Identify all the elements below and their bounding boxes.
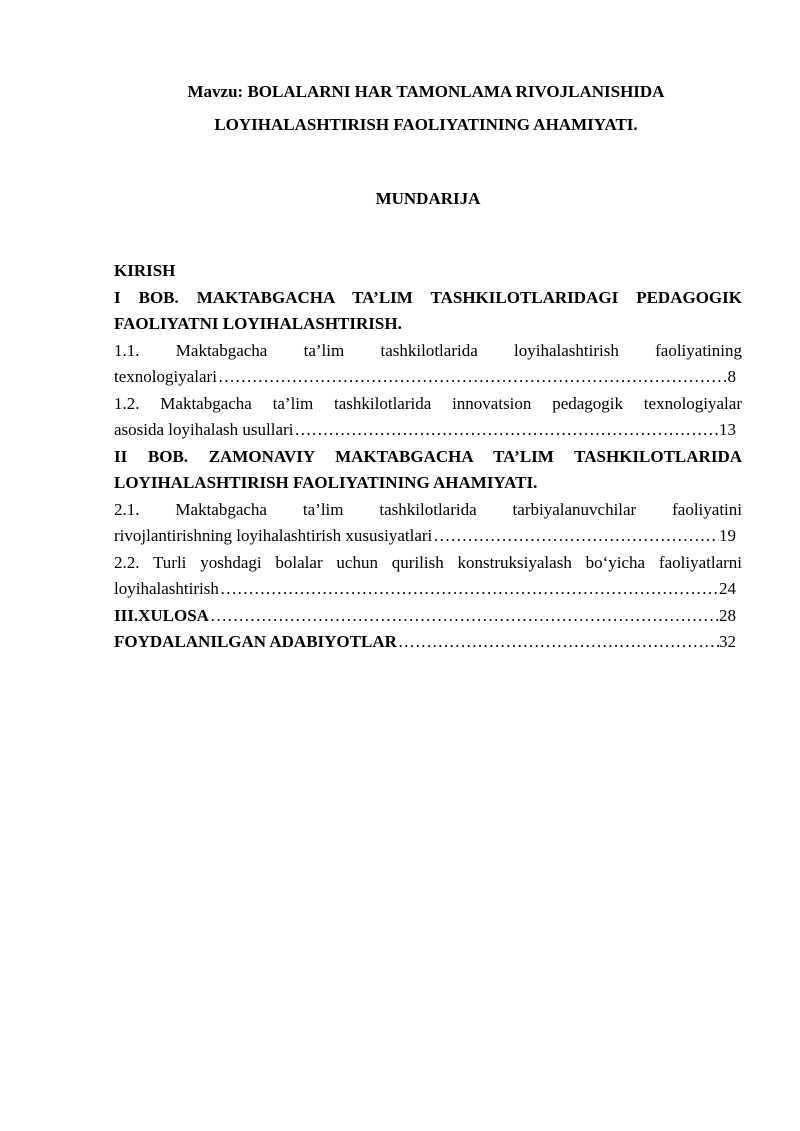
dot-leader	[218, 364, 728, 391]
toc-section-2-1-text: rivojlantirishning loyihalashtirish xususiyatlari	[114, 526, 433, 545]
toc-chapter-1-line-1: I BOB. MAKTABGACHA TA’LIM TASHKILOTLARIDAGI PEDAGOGIK	[114, 287, 742, 307]
dot-leader	[294, 417, 719, 444]
toc-section-1-1-line-1: 1.1. Maktabgacha ta’lim tashkilotlarida loyihalashtirish faoliyatining	[114, 340, 742, 360]
toc-heading: MUNDARIJA	[375, 189, 481, 208]
toc-section-2-2-page: 24	[719, 579, 736, 598]
toc-section-2-1-page: 19	[719, 526, 736, 545]
toc-references-label: FOYDALANILGAN ADABIYOTLAR	[114, 632, 397, 651]
document-title	[110, 75, 742, 141]
toc-conclusion-page: 28	[719, 605, 736, 625]
toc-conclusion-label: .XULOSA	[133, 605, 209, 625]
toc-section-1-2-page: 13	[719, 420, 736, 439]
toc-chapter-2-line-2: LOYIHALASHTIRISH FAOLIYATINING AHAMIYATI.	[114, 473, 538, 492]
toc-references	[114, 629, 742, 656]
toc-intro: KIRISH	[114, 261, 176, 280]
toc-references-page: 32	[719, 632, 736, 651]
toc-section-1-2-line-2	[114, 417, 742, 444]
dot-leader	[398, 629, 719, 656]
toc-section-1-1-line-2	[114, 364, 742, 391]
toc-section-1-1-text: texnologiyalari	[114, 367, 217, 386]
toc-section-2-1-line-1: 2.1. Maktabgacha ta’lim tashkilotlarida tarbiyalanuvchilar faoliyatini	[114, 499, 742, 519]
toc-section-1-1-page: 8	[727, 367, 736, 386]
toc-section-2-2-line-2	[114, 576, 742, 603]
dot-leader	[220, 576, 719, 603]
dot-leader	[210, 603, 719, 630]
toc-section-2-1-line-2	[114, 523, 742, 550]
title-line-2: LOYIHALASHTIRISH FAOLIYATINING AHAMIYATI.	[214, 115, 638, 134]
toc-section-1-2-line-1: 1.2. Maktabgacha ta’lim tashkilotlarida innovatsion pedagogik texnologiyalar	[114, 393, 742, 413]
table-of-contents	[114, 258, 742, 656]
toc-conclusion	[114, 603, 742, 630]
toc-chapter-2-line-1: II BOB. ZAMONAVIY MAKTABGACHA TA’LIM TASHKILOTLARIDA	[114, 446, 742, 466]
title-line-1: Mavzu: BOLALARNI HAR TAMONLAMA RIVOJLANISHIDA	[187, 82, 665, 101]
toc-section-2-2-line-1: 2.2. Turli yoshdagi bolalar uchun qurilish konstruksiyalash bo‘yicha faoliyatlarni	[114, 552, 742, 572]
toc-conclusion-prefix: III	[114, 605, 134, 625]
toc-section-2-2-text: loyihalashtirish	[114, 579, 219, 598]
toc-section-1-2-text: asosida loyihalash usullari	[114, 420, 294, 439]
dot-leader	[433, 523, 719, 550]
toc-chapter-1-line-2: FAOLIYATNI LOYIHALASHTIRISH.	[114, 314, 402, 333]
